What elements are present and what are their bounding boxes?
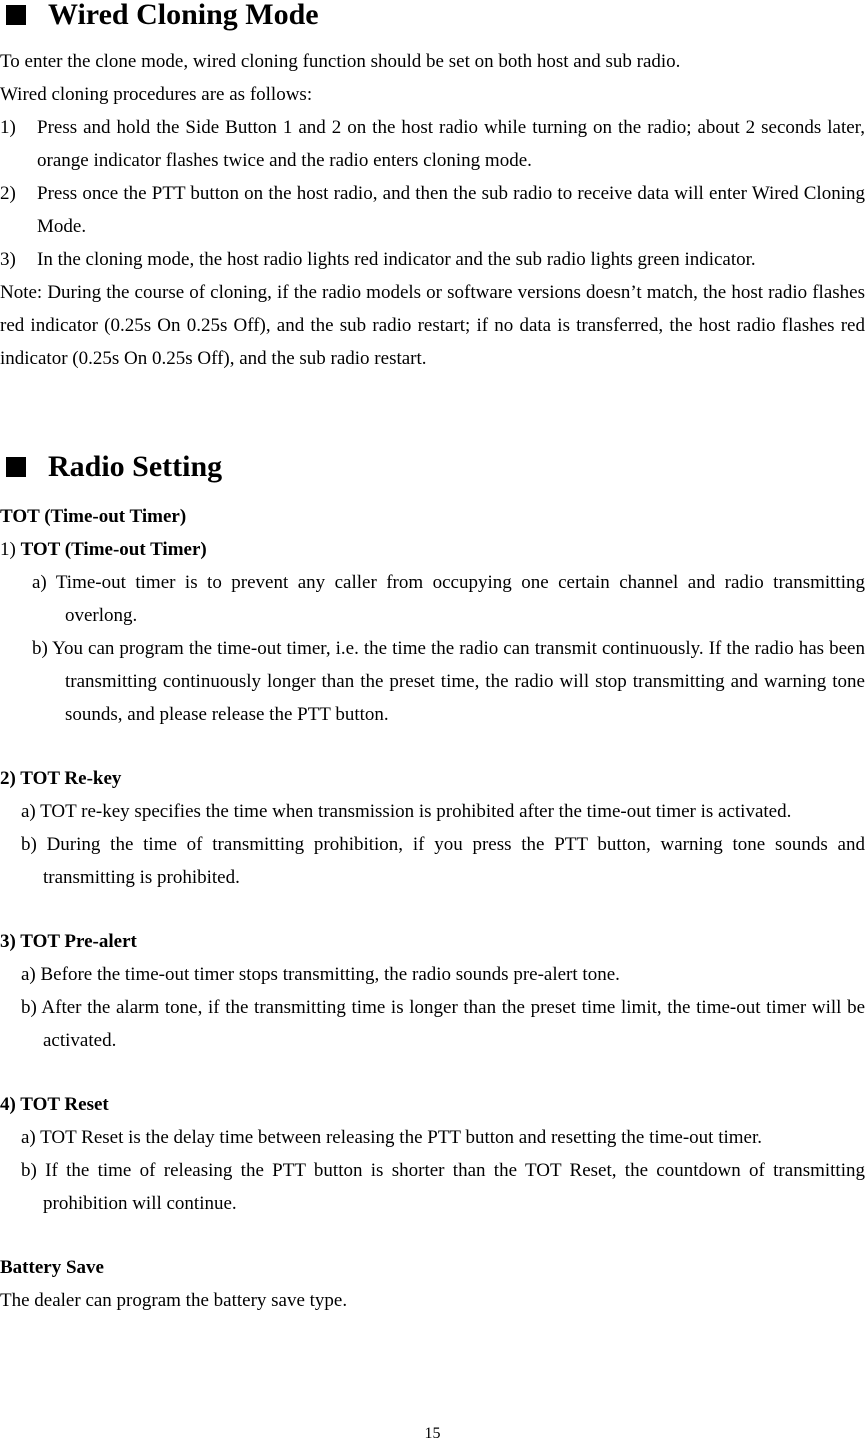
square-bullet-icon: [6, 457, 26, 477]
tot1-item-b: b) You can program the time-out timer, i.e. the time the radio can transmit continuously. If the radio has been transmitting continuously longer than the preset time, the radio will stop transmitting and warning tone sounds, and please release the PTT button.: [32, 638, 865, 725]
tot4-title: 4) TOT Reset: [0, 1094, 109, 1115]
cloning-step: 1) Press and hold the Side Button 1 and 2 on the host radio while turning on the radio; about 2 seconds later, orange indicator flashes twice and the radio enters cloning mode.: [0, 117, 865, 171]
cloning-body: [0, 45, 865, 375]
radio-setting-body: [0, 500, 865, 1317]
square-bullet-icon: [6, 5, 26, 25]
tot3-title: 3) TOT Pre-alert: [0, 931, 137, 952]
tot3-item-b: b) After the alarm tone, if the transmitting time is longer than the preset time limit, the time-out timer will be activated.: [21, 997, 865, 1051]
tot1-item-a: a) Time-out timer is to prevent any caller from occupying one certain channel and radio transmitting overlong.: [32, 572, 865, 626]
cloning-step: 2) Press once the PTT button on the host radio, and then the sub radio to receive data will enter Wired Cloning Mode.: [0, 183, 865, 237]
cloning-procedures-label: Wired cloning procedures are as follows:: [0, 84, 313, 105]
tot4-item-a: a) TOT Reset is the delay time between releasing the PTT button and resetting the time-out timer.: [21, 1127, 762, 1148]
page-number: 15: [424, 1425, 441, 1442]
tot-heading: TOT (Time-out Timer): [0, 506, 187, 527]
section-heading-radio-setting: Radio Setting: [0, 452, 222, 482]
cloning-intro: To enter the clone mode, wired cloning function should be set on both host and sub radio.: [0, 51, 681, 72]
cloning-note: Note: During the course of cloning, if the radio models or software versions doesn’t match, the host radio flashes red indicator (0.25s On 0.25s Off), and the sub radio restart; if no data is transferred, the host radio flashes red indicator (0.25s On 0.25s Off), and the sub radio restart.: [0, 282, 865, 369]
tot4-item-b: b) If the time of releasing the PTT button is shorter than the TOT Reset, the countdown of transmitting prohibition will continue.: [21, 1160, 865, 1214]
tot2-item-b: b) During the time of transmitting prohibition, if you press the PTT button, warning tone sounds and transmitting is prohibited.: [21, 834, 865, 888]
tot2-title: 2) TOT Re-key: [0, 768, 122, 789]
tot2-item-a: a) TOT re-key specifies the time when transmission is prohibited after the time-out timer is activated.: [21, 801, 792, 822]
battery-save-title: Battery Save: [0, 1257, 104, 1278]
battery-save-text: The dealer can program the battery save type.: [0, 1290, 348, 1311]
tot1-title: 1) TOT (Time-out Timer): [0, 539, 207, 560]
tot3-item-a: a) Before the time-out timer stops transmitting, the radio sounds pre-alert tone.: [21, 964, 620, 985]
cloning-step: 3) In the cloning mode, the host radio lights red indicator and the sub radio lights green indicator.: [0, 249, 756, 270]
section-heading-wired-cloning: Wired Cloning Mode: [0, 0, 319, 30]
